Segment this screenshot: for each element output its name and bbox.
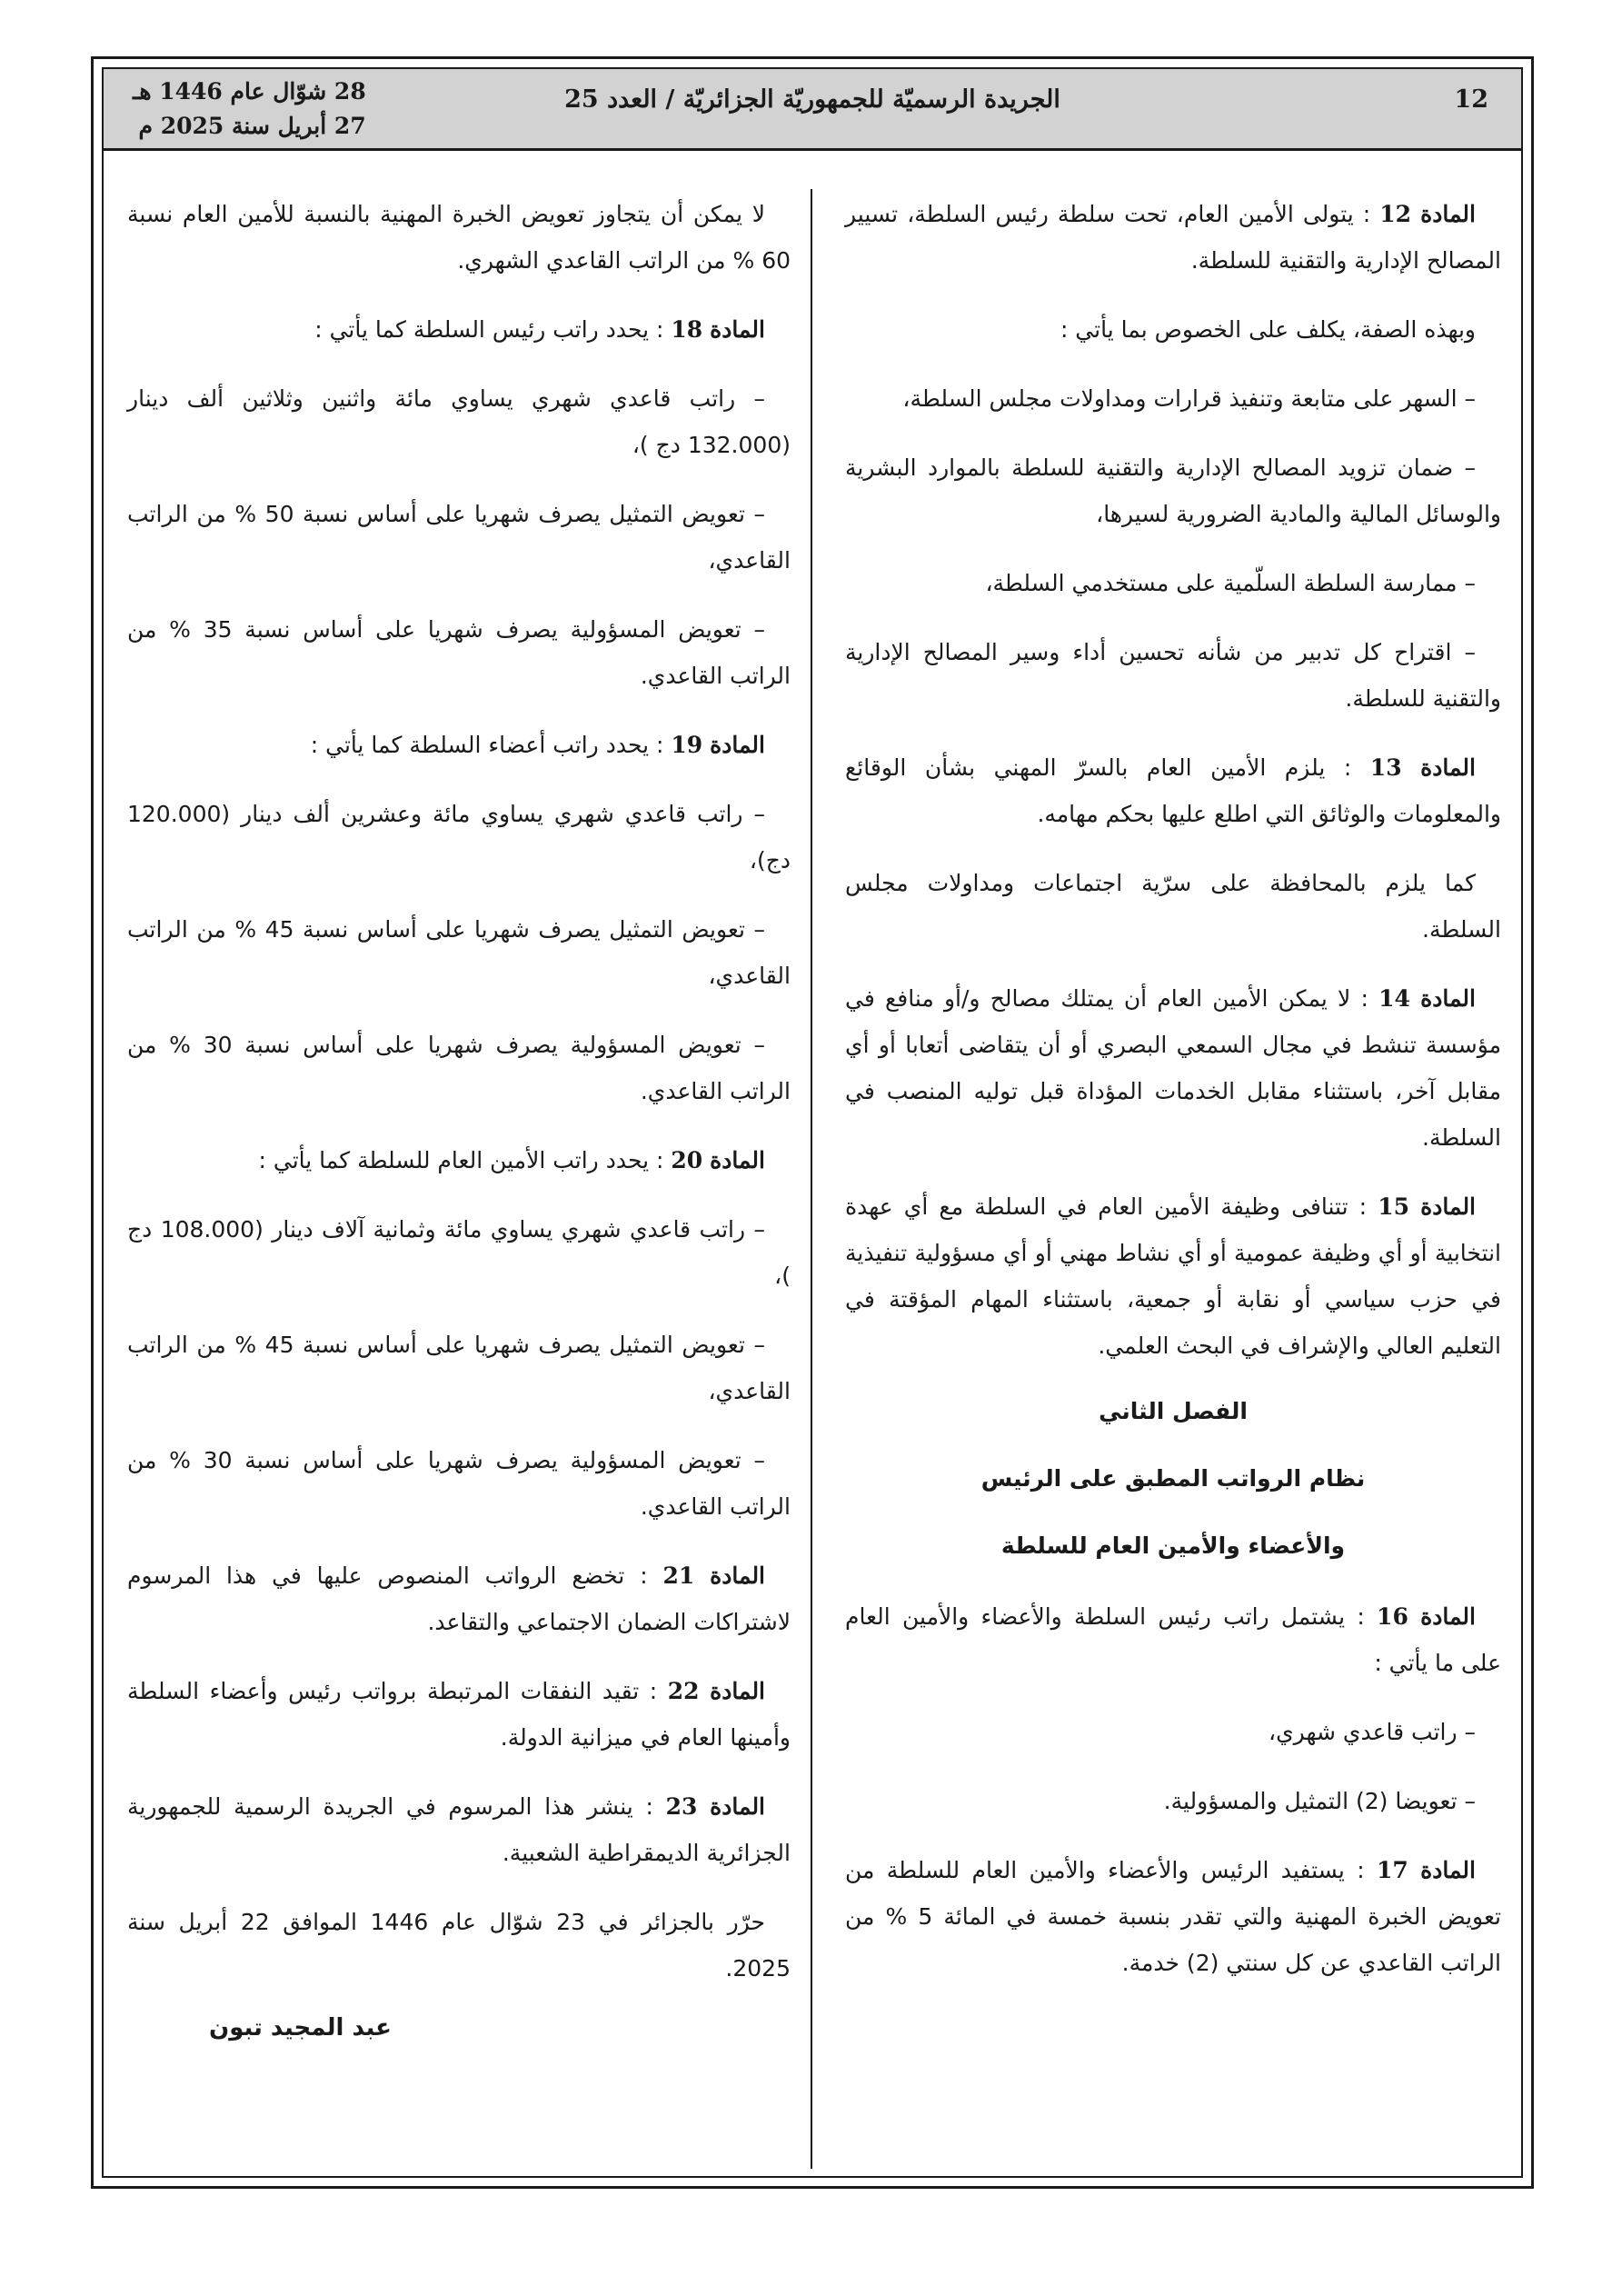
article-19: المادة 19 : يحدد راتب أعضاء السلطة كما يأتي : <box>310 732 765 758</box>
article-13-paragraph-2: كما يلزم بالمحافظة على سرّية اجتماعات ومداولات مجلس السلطة. <box>845 870 1501 943</box>
article-12-item-2: – ضمان تزويد المصالح الإدارية والتقنية للسلطة بالموارد البشرية والوسائل المالية والمادية الضرورية لسيرها، <box>845 454 1501 527</box>
issue-date <box>133 75 366 144</box>
article-12-item-4: – اقتراح كل تدبير من شأنه تحسين أداء وسير المصالح الإدارية والتقنية للسلطة. <box>845 639 1501 712</box>
article-14: المادة 14 : لا يمكن الأمين العام أن يمتلك مصالح و/أو منافع في مؤسسة تنشط في مجال السمعي البصري أو أن يتقاضى أتعابا أو أي مقابل آخر، باستثناء مقابل الخدمات المؤداة قبل توليه المنصب في السلطة. <box>845 985 1501 1151</box>
article-20-item-2: – تعويض التمثيل يصرف شهريا على أساس نسبة 45 % من الراتب القاعدي، <box>127 1332 791 1404</box>
article-18-item-3: – تعويض المسؤولية يصرف شهريا على أساس نسبة 35 % من الراتب القاعدي. <box>127 616 791 689</box>
article-16: المادة 16 : يشتمل راتب رئيس السلطة والأعضاء والأمين العام على ما يأتي : <box>845 1603 1501 1676</box>
chapter-subtitle-2: والأعضاء والأمين العام للسلطة <box>1000 1532 1346 1559</box>
article-16-item-2: – تعويضا (2) التمثيل والمسؤولية. <box>1163 1788 1476 1814</box>
article-15: المادة 15 : تتنافى وظيفة الأمين العام في السلطة مع أي عهدة انتخابية أو أي وظيفة عمومية أو أي نشاط مهني أو أي مسؤولية تنفيذية في حزب سياسي أو نقابة أو جمعية، باستثناء المهام المؤقتة في التعليم العالي والإشراف في البحث العلمي. <box>845 1193 1501 1359</box>
article-19-item-2: – تعويض التمثيل يصرف شهريا على أساس نسبة 45 % من الراتب القاعدي، <box>127 916 791 989</box>
article-16-item-1: – راتب قاعدي شهري، <box>1269 1719 1476 1745</box>
article-20: المادة 20 : يحدد راتب الأمين العام للسلطة كما يأتي : <box>258 1147 765 1173</box>
article-12-item-1: – السهر على متابعة وتنفيذ قرارات ومداولات مجلس السلطة، <box>902 385 1476 412</box>
article-18: المادة 18 : يحدد راتب رئيس السلطة كما يأتي : <box>314 316 765 343</box>
article-12-item-3: – ممارسة السلطة السلّمية على مستخدمي السلطة، <box>985 570 1476 596</box>
article-21: المادة 21 : تخضع الرواتب المنصوص عليها في هذا المرسوم لاشتراكات الضمان الاجتماعي والتقاعد. <box>127 1562 791 1635</box>
article-19-item-1: – راتب قاعدي شهري يساوي مائة وعشرين ألف دينار (120.000 دج)، <box>127 801 791 873</box>
chapter-title: الفصل الثاني <box>1099 1398 1248 1424</box>
article-18-item-1: – راتب قاعدي شهري يساوي مائة واثنين وثلاثين ألف دينار (132.000 دج )، <box>127 385 791 458</box>
column-divider <box>811 189 812 2169</box>
article-22: المادة 22 : تقيد النفقات المرتبطة برواتب رئيس وأعضاء السلطة وأمينها العام في ميزانية الدولة. <box>127 1678 791 1751</box>
article-17: المادة 17 : يستفيد الرئيس والأعضاء والأمين العام للسلطة من تعويض الخبرة المهنية والتي تقدر بنسبة خمسة في المائة 5 % من الراتب القاعدي عن كل سنتي (2) خدمة. <box>845 1857 1501 1976</box>
article-23: المادة 23 : ينشر هذا المرسوم في الجريدة الرسمية للجمهورية الجزائرية الديمقراطية الشعبية. <box>127 1793 791 1866</box>
article-12-intro: وبهذه الصفة، يكلف على الخصوص بما يأتي : <box>1060 316 1476 343</box>
article-19-item-3: – تعويض المسؤولية يصرف شهريا على أساس نسبة 30 % من الراتب القاعدي. <box>127 1032 791 1104</box>
page-number: 12 <box>1454 85 1488 114</box>
article-20-item-1: – راتب قاعدي شهري يساوي مائة وثمانية آلاف دينار (108.000 دج )، <box>127 1216 791 1289</box>
article-18-item-2: – تعويض التمثيل يصرف شهريا على أساس نسبة 50 % من الراتب القاعدي، <box>127 501 791 574</box>
signature-name: عبد المجيد تبون <box>209 2014 392 2041</box>
right-column <box>845 191 1501 2009</box>
article-13: المادة 13 : يلزم الأمين العام بالسرّ المهني بشأن الوقائع والمعلومات والوثائق التي اطلع عليها بحكم مهامه. <box>845 754 1501 827</box>
closing-statement: حرّر بالجزائر في 23 شوّال عام 1446 الموافق 22 أبريل سنة 2025. <box>127 1909 791 1982</box>
chapter-subtitle-1: نظام الرواتب المطبق على الرئيس <box>980 1465 1366 1492</box>
date-gregorian: 27 أبريل سنة 2025 م <box>138 113 366 139</box>
gazette-title: الجريدة الرسميّة للجمهوريّة الجزائريّة / العدد 25 <box>564 85 1060 114</box>
date-hijri: 28 شوّال عام 1446 هـ <box>133 78 366 105</box>
left-column <box>127 191 791 2041</box>
article-12: المادة 12 : يتولى الأمين العام، تحت سلطة رئيس السلطة، تسيير المصالح الإدارية والتقنية للسلطة. <box>845 201 1501 274</box>
article-20-item-3: – تعويض المسؤولية يصرف شهريا على أساس نسبة 30 % من الراتب القاعدي. <box>127 1447 791 1520</box>
article-17-continued: لا يمكن أن يتجاوز تعويض الخبرة المهنية بالنسبة للأمين العام نسبة 60 % من الراتب القاعدي الشهري. <box>127 201 791 274</box>
page-header <box>104 69 1521 151</box>
